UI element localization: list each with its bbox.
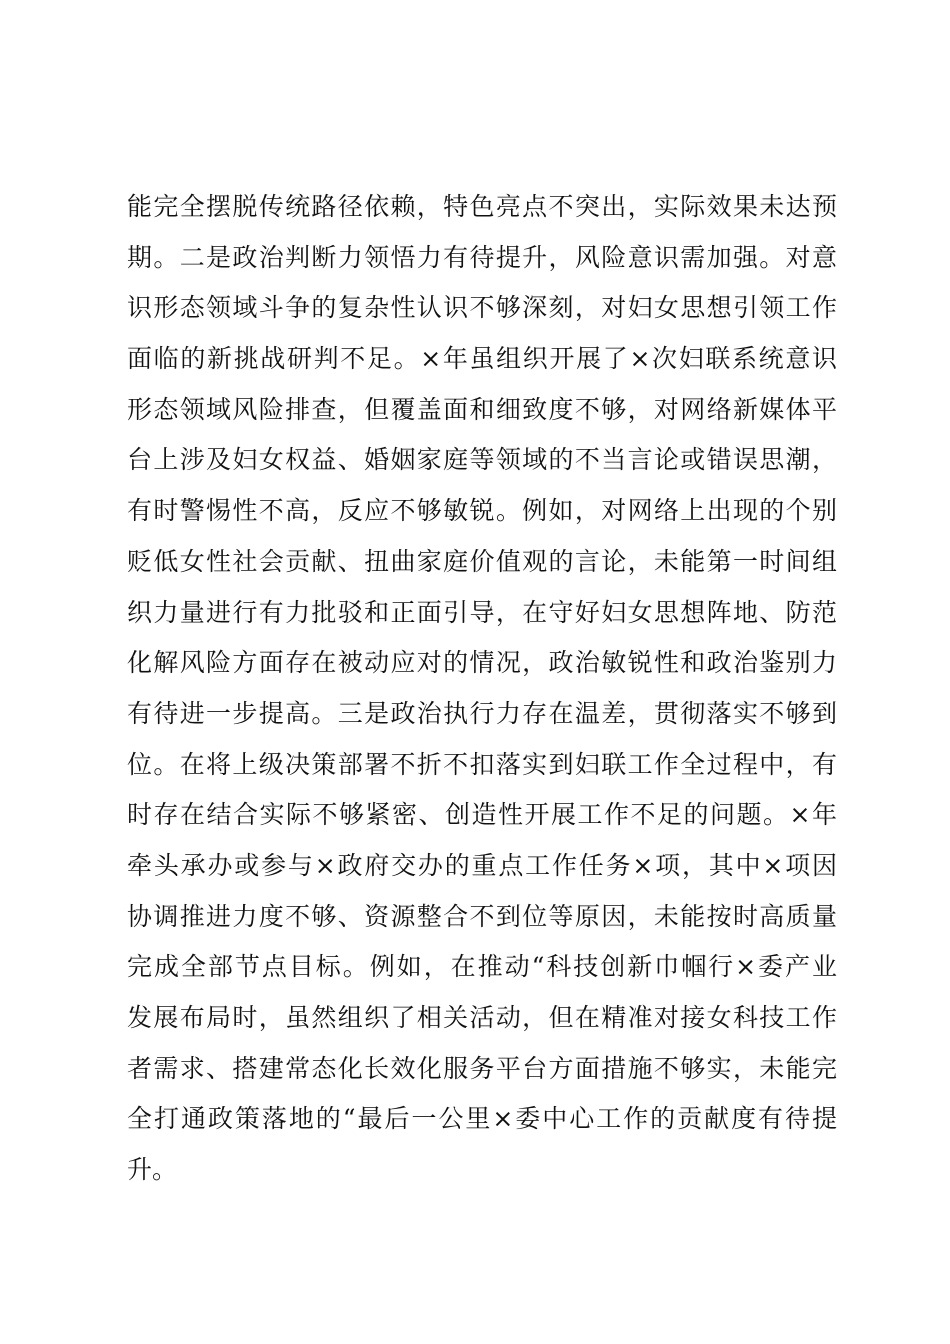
- text-line: 时存在结合实际不够紧密、创造性开展工作不足的问题。×年: [127, 800, 837, 830]
- text-line: 期。二是政治判断力领悟力有待提升，风险意识需加强。对意: [127, 242, 837, 272]
- text-line: 发展布局时，虽然组织了相关活动，但在精准对接女科技工作: [127, 1003, 837, 1032]
- text-line: 化解风险方面存在被动应对的情况，政治敏锐性和政治鉴别力: [127, 648, 837, 678]
- body-text: [127, 182, 837, 1196]
- text-line: 贬低女性社会贡献、扭曲家庭价值观的言论，未能第一时间组: [127, 546, 837, 576]
- text-line: 面临的新挑战研判不足。×年虽组织开展了×次妇联系统意识: [127, 344, 837, 374]
- text-line: 牵头承办或参与×政府交办的重点工作任务×项，其中×项因: [127, 850, 837, 880]
- text-line: 者需求、搭建常态化长效化服务平台方面措施不够实，未能完: [127, 1053, 837, 1083]
- text-line: 台上涉及妇女权益、婚姻家庭等领域的不当言论或错误思潮，: [127, 445, 837, 475]
- text-line: 识形态领域斗争的复杂性认识不够深刻，对妇女思想引领工作: [127, 293, 837, 323]
- text-line: 升。: [127, 1155, 178, 1185]
- text-line: 完成全部节点目标。例如，在推动“科技创新巾帼行×委产业: [127, 952, 837, 982]
- text-line: 位。在将上级决策部署不折不扣落实到妇联工作全过程中，有: [127, 749, 837, 779]
- text-line: 全打通政策落地的“最后一公里×委中心工作的贡献度有待提: [127, 1104, 837, 1134]
- text-line: 有待进一步提高。三是政治执行力存在温差，贯彻落实不够到: [127, 698, 837, 728]
- text-line: 形态领域风险排查，但覆盖面和细致度不够，对网络新媒体平: [127, 394, 837, 424]
- text-line: 有时警惕性不高，反应不够敏锐。例如，对网络上出现的个别: [127, 496, 837, 526]
- text-line: 协调推进力度不够、资源整合不到位等原因，未能按时高质量: [127, 901, 837, 931]
- text-line: 能完全摆脱传统路径依赖，特色亮点不突出，实际效果未达预: [127, 192, 837, 221]
- text-line: 织力量进行有力批驳和正面引导，在守好妇女思想阵地、防范: [127, 597, 837, 627]
